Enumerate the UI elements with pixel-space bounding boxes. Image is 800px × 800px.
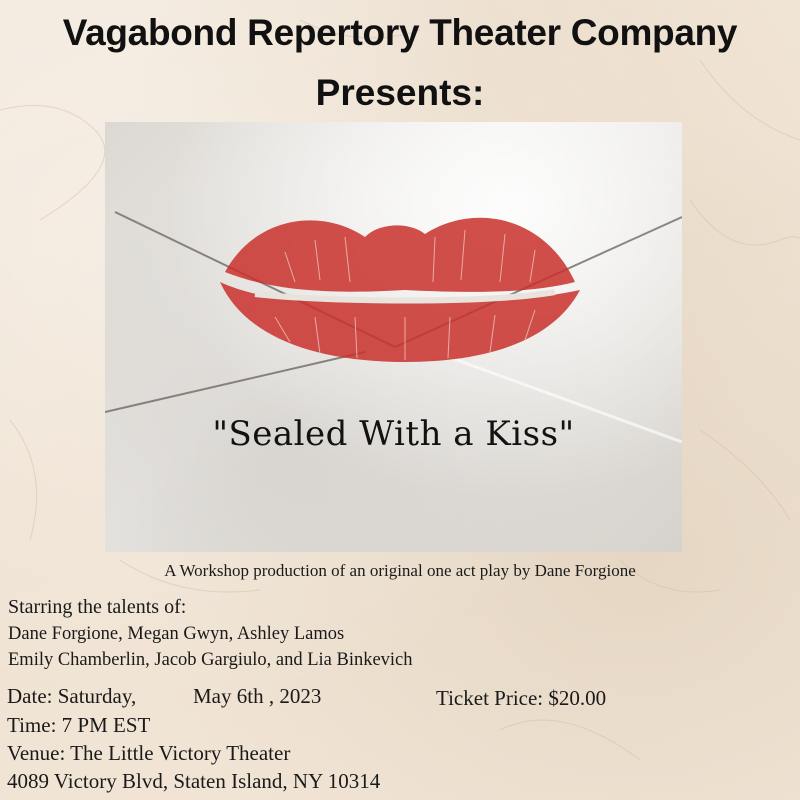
lipstick-kiss-mark (220, 218, 580, 362)
address-line: 4089 Victory Blvd, Staten Island, NY 10314 (7, 769, 381, 793)
date-value: May 6th , 2023 (193, 684, 322, 708)
cast-line: Emily Chamberlin, Jacob Gargiulo, and Lia Binkevich (8, 650, 413, 670)
kiss-envelope-illustration (105, 122, 682, 552)
ticket-price: Ticket Price: $20.00 (436, 686, 607, 710)
date-label: Date: Saturday, (7, 684, 137, 708)
workshop-description: A Workshop production of an original one act play by Dane Forgione (164, 561, 636, 580)
venue-line: Venue: The Little Victory Theater (7, 741, 291, 765)
time-line: Time: 7 PM EST (7, 713, 151, 737)
cast-line: Dane Forgione, Megan Gwyn, Ashley Lamos (8, 624, 345, 644)
poster-image (105, 122, 682, 552)
starring-heading: Starring the talents of: (8, 596, 187, 618)
presents-heading: Presents: (315, 72, 485, 113)
company-title: Vagabond Repertory Theater Company (62, 12, 738, 53)
play-title: "Sealed With a Kiss" (212, 414, 575, 454)
